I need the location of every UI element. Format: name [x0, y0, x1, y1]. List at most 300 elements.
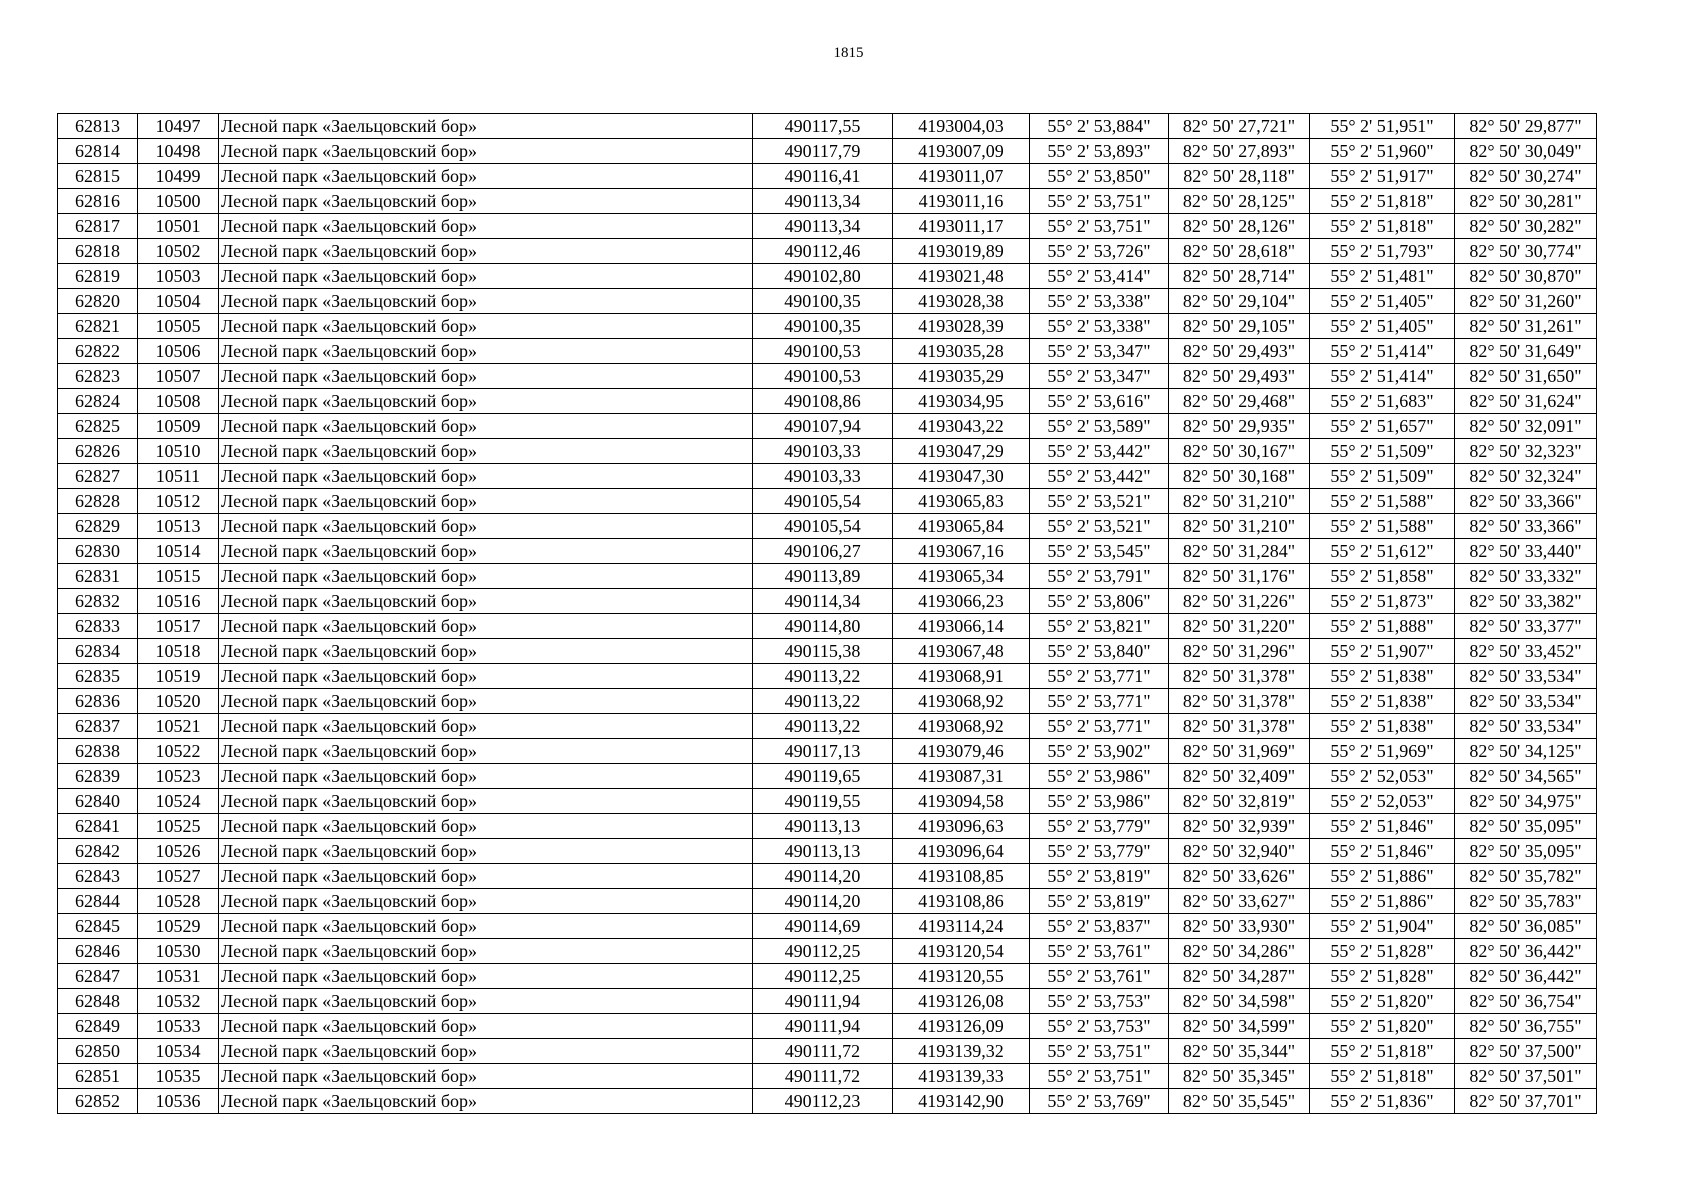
point-number-cell: 10533	[138, 1014, 219, 1039]
point-number-cell: 10500	[138, 189, 219, 214]
y-coordinate-cell: 4193139,33	[893, 1064, 1030, 1089]
object-name-cell: Лесной парк «Заельцовский бор»	[219, 164, 753, 189]
latitude-2-cell: 55° 2' 51,904"	[1310, 914, 1455, 939]
latitude-2-cell: 55° 2' 51,888"	[1310, 614, 1455, 639]
table-row	[58, 339, 1597, 364]
longitude-1-cell: 82° 50' 34,287"	[1169, 964, 1310, 989]
point-number-cell: 10513	[138, 514, 219, 539]
x-coordinate-cell: 490112,25	[753, 964, 893, 989]
latitude-1-cell: 55° 2' 53,726"	[1030, 239, 1169, 264]
latitude-2-cell: 55° 2' 52,053"	[1310, 764, 1455, 789]
object-name-cell: Лесной парк «Заельцовский бор»	[219, 889, 753, 914]
y-coordinate-cell: 4193028,38	[893, 289, 1030, 314]
latitude-2-cell: 55° 2' 51,588"	[1310, 489, 1455, 514]
longitude-1-cell: 82° 50' 32,409"	[1169, 764, 1310, 789]
longitude-1-cell: 82° 50' 34,599"	[1169, 1014, 1310, 1039]
point-number-cell: 10520	[138, 689, 219, 714]
y-coordinate-cell: 4193139,32	[893, 1039, 1030, 1064]
longitude-2-cell: 82° 50' 30,049"	[1455, 139, 1597, 164]
y-coordinate-cell: 4193043,22	[893, 414, 1030, 439]
object-name-cell: Лесной парк «Заельцовский бор»	[219, 239, 753, 264]
longitude-1-cell: 82° 50' 28,618"	[1169, 239, 1310, 264]
point-number-cell: 10498	[138, 139, 219, 164]
point-number-cell: 10501	[138, 214, 219, 239]
point-number-cell: 10514	[138, 539, 219, 564]
object-name-cell: Лесной парк «Заельцовский бор»	[219, 314, 753, 339]
latitude-1-cell: 55° 2' 53,791"	[1030, 564, 1169, 589]
y-coordinate-cell: 4193087,31	[893, 764, 1030, 789]
x-coordinate-cell: 490107,94	[753, 414, 893, 439]
table-row	[58, 839, 1597, 864]
longitude-2-cell: 82° 50' 36,442"	[1455, 939, 1597, 964]
object-name-cell: Лесной парк «Заельцовский бор»	[219, 789, 753, 814]
table-row	[58, 164, 1597, 189]
latitude-1-cell: 55° 2' 53,840"	[1030, 639, 1169, 664]
point-number-cell: 10511	[138, 464, 219, 489]
x-coordinate-cell: 490111,72	[753, 1039, 893, 1064]
longitude-1-cell: 82° 50' 31,378"	[1169, 689, 1310, 714]
table-row	[58, 639, 1597, 664]
y-coordinate-cell: 4193068,92	[893, 689, 1030, 714]
x-coordinate-cell: 490119,65	[753, 764, 893, 789]
longitude-1-cell: 82° 50' 31,226"	[1169, 589, 1310, 614]
longitude-2-cell: 82° 50' 31,649"	[1455, 339, 1597, 364]
y-coordinate-cell: 4193094,58	[893, 789, 1030, 814]
y-coordinate-cell: 4193011,16	[893, 189, 1030, 214]
latitude-1-cell: 55° 2' 53,589"	[1030, 414, 1169, 439]
object-name-cell: Лесной парк «Заельцовский бор»	[219, 289, 753, 314]
longitude-2-cell: 82° 50' 33,452"	[1455, 639, 1597, 664]
object-name-cell: Лесной парк «Заельцовский бор»	[219, 1089, 753, 1114]
table-row	[58, 589, 1597, 614]
y-coordinate-cell: 4193068,92	[893, 714, 1030, 739]
point-number-cell: 10506	[138, 339, 219, 364]
table-row	[58, 289, 1597, 314]
latitude-1-cell: 55° 2' 53,751"	[1030, 214, 1169, 239]
point-number-cell: 10525	[138, 814, 219, 839]
longitude-1-cell: 82° 50' 31,176"	[1169, 564, 1310, 589]
latitude-2-cell: 55° 2' 51,886"	[1310, 889, 1455, 914]
table-row	[58, 614, 1597, 639]
longitude-1-cell: 82° 50' 31,378"	[1169, 664, 1310, 689]
x-coordinate-cell: 490105,54	[753, 489, 893, 514]
latitude-2-cell: 55° 2' 51,873"	[1310, 589, 1455, 614]
point-number-cell: 10512	[138, 489, 219, 514]
row-number-cell: 62816	[58, 189, 138, 214]
table-row	[58, 814, 1597, 839]
row-number-cell: 62823	[58, 364, 138, 389]
longitude-2-cell: 82° 50' 33,377"	[1455, 614, 1597, 639]
x-coordinate-cell: 490100,35	[753, 314, 893, 339]
object-name-cell: Лесной парк «Заельцовский бор»	[219, 364, 753, 389]
longitude-2-cell: 82° 50' 35,782"	[1455, 864, 1597, 889]
longitude-1-cell: 82° 50' 32,939"	[1169, 814, 1310, 839]
table-row	[58, 864, 1597, 889]
row-number-cell: 62832	[58, 589, 138, 614]
y-coordinate-cell: 4193126,08	[893, 989, 1030, 1014]
table-row	[58, 714, 1597, 739]
object-name-cell: Лесной парк «Заельцовский бор»	[219, 614, 753, 639]
table-row	[58, 1014, 1597, 1039]
object-name-cell: Лесной парк «Заельцовский бор»	[219, 689, 753, 714]
row-number-cell: 62815	[58, 164, 138, 189]
row-number-cell: 62848	[58, 989, 138, 1014]
longitude-1-cell: 82° 50' 33,930"	[1169, 914, 1310, 939]
point-number-cell: 10499	[138, 164, 219, 189]
row-number-cell: 62825	[58, 414, 138, 439]
row-number-cell: 62852	[58, 1089, 138, 1114]
object-name-cell: Лесной парк «Заельцовский бор»	[219, 1039, 753, 1064]
longitude-2-cell: 82° 50' 32,091"	[1455, 414, 1597, 439]
latitude-2-cell: 55° 2' 51,838"	[1310, 714, 1455, 739]
x-coordinate-cell: 490117,55	[753, 114, 893, 139]
longitude-2-cell: 82° 50' 30,274"	[1455, 164, 1597, 189]
x-coordinate-cell: 490116,41	[753, 164, 893, 189]
object-name-cell: Лесной парк «Заельцовский бор»	[219, 1014, 753, 1039]
x-coordinate-cell: 490113,13	[753, 814, 893, 839]
longitude-1-cell: 82° 50' 29,935"	[1169, 414, 1310, 439]
latitude-1-cell: 55° 2' 53,616"	[1030, 389, 1169, 414]
longitude-1-cell: 82° 50' 28,714"	[1169, 264, 1310, 289]
x-coordinate-cell: 490100,53	[753, 339, 893, 364]
x-coordinate-cell: 490105,54	[753, 514, 893, 539]
row-number-cell: 62840	[58, 789, 138, 814]
latitude-2-cell: 55° 2' 51,960"	[1310, 139, 1455, 164]
latitude-2-cell: 55° 2' 51,612"	[1310, 539, 1455, 564]
latitude-2-cell: 55° 2' 51,509"	[1310, 464, 1455, 489]
x-coordinate-cell: 490103,33	[753, 464, 893, 489]
object-name-cell: Лесной парк «Заельцовский бор»	[219, 764, 753, 789]
row-number-cell: 62841	[58, 814, 138, 839]
object-name-cell: Лесной парк «Заельцовский бор»	[219, 114, 753, 139]
longitude-2-cell: 82° 50' 33,332"	[1455, 564, 1597, 589]
longitude-2-cell: 82° 50' 33,534"	[1455, 689, 1597, 714]
latitude-2-cell: 55° 2' 51,828"	[1310, 964, 1455, 989]
y-coordinate-cell: 4193028,39	[893, 314, 1030, 339]
table-row	[58, 1089, 1597, 1114]
x-coordinate-cell: 490100,53	[753, 364, 893, 389]
y-coordinate-cell: 4193035,28	[893, 339, 1030, 364]
row-number-cell: 62830	[58, 539, 138, 564]
latitude-1-cell: 55° 2' 53,902"	[1030, 739, 1169, 764]
row-number-cell: 62829	[58, 514, 138, 539]
longitude-1-cell: 82° 50' 29,468"	[1169, 389, 1310, 414]
latitude-1-cell: 55° 2' 53,347"	[1030, 339, 1169, 364]
y-coordinate-cell: 4193108,85	[893, 864, 1030, 889]
longitude-2-cell: 82° 50' 34,565"	[1455, 764, 1597, 789]
table-row	[58, 939, 1597, 964]
longitude-1-cell: 82° 50' 31,378"	[1169, 714, 1310, 739]
latitude-1-cell: 55° 2' 53,338"	[1030, 289, 1169, 314]
latitude-1-cell: 55° 2' 53,779"	[1030, 814, 1169, 839]
longitude-2-cell: 82° 50' 31,260"	[1455, 289, 1597, 314]
x-coordinate-cell: 490119,55	[753, 789, 893, 814]
object-name-cell: Лесной парк «Заельцовский бор»	[219, 839, 753, 864]
object-name-cell: Лесной парк «Заельцовский бор»	[219, 814, 753, 839]
latitude-2-cell: 55° 2' 51,818"	[1310, 1039, 1455, 1064]
longitude-1-cell: 82° 50' 30,167"	[1169, 439, 1310, 464]
latitude-2-cell: 55° 2' 51,818"	[1310, 1064, 1455, 1089]
point-number-cell: 10528	[138, 889, 219, 914]
latitude-1-cell: 55° 2' 53,753"	[1030, 1014, 1169, 1039]
longitude-1-cell: 82° 50' 31,210"	[1169, 489, 1310, 514]
latitude-2-cell: 55° 2' 51,907"	[1310, 639, 1455, 664]
point-number-cell: 10527	[138, 864, 219, 889]
row-number-cell: 62844	[58, 889, 138, 914]
object-name-cell: Лесной парк «Заельцовский бор»	[219, 539, 753, 564]
latitude-2-cell: 55° 2' 51,836"	[1310, 1089, 1455, 1114]
row-number-cell: 62817	[58, 214, 138, 239]
object-name-cell: Лесной парк «Заельцовский бор»	[219, 989, 753, 1014]
row-number-cell: 62851	[58, 1064, 138, 1089]
table-row	[58, 139, 1597, 164]
latitude-2-cell: 55° 2' 51,481"	[1310, 264, 1455, 289]
latitude-1-cell: 55° 2' 53,806"	[1030, 589, 1169, 614]
longitude-1-cell: 82° 50' 31,296"	[1169, 639, 1310, 664]
latitude-2-cell: 55° 2' 51,917"	[1310, 164, 1455, 189]
latitude-1-cell: 55° 2' 53,545"	[1030, 539, 1169, 564]
longitude-2-cell: 82° 50' 30,774"	[1455, 239, 1597, 264]
x-coordinate-cell: 490113,22	[753, 714, 893, 739]
point-number-cell: 10529	[138, 914, 219, 939]
longitude-1-cell: 82° 50' 35,545"	[1169, 1089, 1310, 1114]
longitude-1-cell: 82° 50' 29,105"	[1169, 314, 1310, 339]
longitude-2-cell: 82° 50' 33,366"	[1455, 489, 1597, 514]
row-number-cell: 62819	[58, 264, 138, 289]
longitude-2-cell: 82° 50' 34,125"	[1455, 739, 1597, 764]
longitude-2-cell: 82° 50' 35,095"	[1455, 839, 1597, 864]
latitude-2-cell: 55° 2' 51,509"	[1310, 439, 1455, 464]
object-name-cell: Лесной парк «Заельцовский бор»	[219, 489, 753, 514]
x-coordinate-cell: 490112,23	[753, 1089, 893, 1114]
y-coordinate-cell: 4193047,29	[893, 439, 1030, 464]
row-number-cell: 62833	[58, 614, 138, 639]
row-number-cell: 62842	[58, 839, 138, 864]
table-row	[58, 414, 1597, 439]
latitude-2-cell: 55° 2' 51,683"	[1310, 389, 1455, 414]
latitude-2-cell: 55° 2' 51,818"	[1310, 214, 1455, 239]
longitude-1-cell: 82° 50' 29,493"	[1169, 339, 1310, 364]
table-row	[58, 189, 1597, 214]
longitude-2-cell: 82° 50' 30,281"	[1455, 189, 1597, 214]
latitude-1-cell: 55° 2' 53,779"	[1030, 839, 1169, 864]
point-number-cell: 10519	[138, 664, 219, 689]
latitude-1-cell: 55° 2' 53,521"	[1030, 514, 1169, 539]
object-name-cell: Лесной парк «Заельцовский бор»	[219, 589, 753, 614]
latitude-2-cell: 55° 2' 51,820"	[1310, 1014, 1455, 1039]
object-name-cell: Лесной парк «Заельцовский бор»	[219, 639, 753, 664]
point-number-cell: 10531	[138, 964, 219, 989]
point-number-cell: 10515	[138, 564, 219, 589]
point-number-cell: 10516	[138, 589, 219, 614]
longitude-1-cell: 82° 50' 34,286"	[1169, 939, 1310, 964]
table-row	[58, 464, 1597, 489]
y-coordinate-cell: 4193034,95	[893, 389, 1030, 414]
y-coordinate-cell: 4193079,46	[893, 739, 1030, 764]
x-coordinate-cell: 490100,35	[753, 289, 893, 314]
table-row	[58, 539, 1597, 564]
latitude-1-cell: 55° 2' 53,884"	[1030, 114, 1169, 139]
table-row	[58, 964, 1597, 989]
point-number-cell: 10535	[138, 1064, 219, 1089]
longitude-2-cell: 82° 50' 32,324"	[1455, 464, 1597, 489]
latitude-1-cell: 55° 2' 53,442"	[1030, 439, 1169, 464]
x-coordinate-cell: 490111,94	[753, 989, 893, 1014]
longitude-2-cell: 82° 50' 31,624"	[1455, 389, 1597, 414]
longitude-1-cell: 82° 50' 31,220"	[1169, 614, 1310, 639]
object-name-cell: Лесной парк «Заельцовский бор»	[219, 439, 753, 464]
longitude-1-cell: 82° 50' 29,104"	[1169, 289, 1310, 314]
row-number-cell: 62821	[58, 314, 138, 339]
latitude-2-cell: 55° 2' 52,053"	[1310, 789, 1455, 814]
longitude-2-cell: 82° 50' 37,701"	[1455, 1089, 1597, 1114]
y-coordinate-cell: 4193011,17	[893, 214, 1030, 239]
row-number-cell: 62843	[58, 864, 138, 889]
longitude-1-cell: 82° 50' 31,969"	[1169, 739, 1310, 764]
object-name-cell: Лесной парк «Заельцовский бор»	[219, 139, 753, 164]
longitude-2-cell: 82° 50' 36,442"	[1455, 964, 1597, 989]
x-coordinate-cell: 490113,89	[753, 564, 893, 589]
y-coordinate-cell: 4193019,89	[893, 239, 1030, 264]
latitude-1-cell: 55° 2' 53,442"	[1030, 464, 1169, 489]
latitude-2-cell: 55° 2' 51,414"	[1310, 339, 1455, 364]
point-number-cell: 10502	[138, 239, 219, 264]
x-coordinate-cell: 490117,79	[753, 139, 893, 164]
row-number-cell: 62831	[58, 564, 138, 589]
latitude-1-cell: 55° 2' 53,347"	[1030, 364, 1169, 389]
latitude-2-cell: 55° 2' 51,657"	[1310, 414, 1455, 439]
latitude-2-cell: 55° 2' 51,414"	[1310, 364, 1455, 389]
longitude-1-cell: 82° 50' 27,893"	[1169, 139, 1310, 164]
x-coordinate-cell: 490114,20	[753, 864, 893, 889]
longitude-1-cell: 82° 50' 33,627"	[1169, 889, 1310, 914]
table-row	[58, 889, 1597, 914]
x-coordinate-cell: 490112,25	[753, 939, 893, 964]
y-coordinate-cell: 4193120,54	[893, 939, 1030, 964]
latitude-1-cell: 55° 2' 53,751"	[1030, 1039, 1169, 1064]
latitude-1-cell: 55° 2' 53,986"	[1030, 764, 1169, 789]
object-name-cell: Лесной парк «Заельцовский бор»	[219, 564, 753, 589]
row-number-cell: 62824	[58, 389, 138, 414]
longitude-2-cell: 82° 50' 36,085"	[1455, 914, 1597, 939]
y-coordinate-cell: 4193067,48	[893, 639, 1030, 664]
longitude-1-cell: 82° 50' 32,940"	[1169, 839, 1310, 864]
y-coordinate-cell: 4193066,23	[893, 589, 1030, 614]
latitude-2-cell: 55° 2' 51,846"	[1310, 814, 1455, 839]
longitude-1-cell: 82° 50' 27,721"	[1169, 114, 1310, 139]
longitude-2-cell: 82° 50' 33,366"	[1455, 514, 1597, 539]
row-number-cell: 62849	[58, 1014, 138, 1039]
table-row	[58, 214, 1597, 239]
longitude-1-cell: 82° 50' 35,344"	[1169, 1039, 1310, 1064]
x-coordinate-cell: 490114,20	[753, 889, 893, 914]
latitude-1-cell: 55° 2' 53,837"	[1030, 914, 1169, 939]
point-number-cell: 10522	[138, 739, 219, 764]
object-name-cell: Лесной парк «Заельцовский бор»	[219, 964, 753, 989]
latitude-1-cell: 55° 2' 53,819"	[1030, 889, 1169, 914]
y-coordinate-cell: 4193065,84	[893, 514, 1030, 539]
object-name-cell: Лесной парк «Заельцовский бор»	[219, 464, 753, 489]
point-number-cell: 10507	[138, 364, 219, 389]
longitude-1-cell: 82° 50' 34,598"	[1169, 989, 1310, 1014]
point-number-cell: 10508	[138, 389, 219, 414]
latitude-2-cell: 55° 2' 51,405"	[1310, 289, 1455, 314]
page-number: 1815	[833, 45, 864, 61]
object-name-cell: Лесной парк «Заельцовский бор»	[219, 389, 753, 414]
longitude-2-cell: 82° 50' 31,261"	[1455, 314, 1597, 339]
y-coordinate-cell: 4193065,34	[893, 564, 1030, 589]
point-number-cell: 10524	[138, 789, 219, 814]
object-name-cell: Лесной парк «Заельцовский бор»	[219, 739, 753, 764]
y-coordinate-cell: 4193067,16	[893, 539, 1030, 564]
row-number-cell: 62846	[58, 939, 138, 964]
row-number-cell: 62827	[58, 464, 138, 489]
latitude-1-cell: 55° 2' 53,521"	[1030, 489, 1169, 514]
object-name-cell: Лесной парк «Заельцовский бор»	[219, 514, 753, 539]
latitude-1-cell: 55° 2' 53,751"	[1030, 1064, 1169, 1089]
longitude-2-cell: 82° 50' 34,975"	[1455, 789, 1597, 814]
longitude-2-cell: 82° 50' 31,650"	[1455, 364, 1597, 389]
row-number-cell: 62820	[58, 289, 138, 314]
table-row	[58, 314, 1597, 339]
table-row	[58, 914, 1597, 939]
x-coordinate-cell: 490108,86	[753, 389, 893, 414]
row-number-cell: 62818	[58, 239, 138, 264]
longitude-2-cell: 82° 50' 36,755"	[1455, 1014, 1597, 1039]
table-row	[58, 739, 1597, 764]
y-coordinate-cell: 4193011,07	[893, 164, 1030, 189]
longitude-1-cell: 82° 50' 35,345"	[1169, 1064, 1310, 1089]
longitude-1-cell: 82° 50' 31,210"	[1169, 514, 1310, 539]
point-number-cell: 10517	[138, 614, 219, 639]
latitude-2-cell: 55° 2' 51,828"	[1310, 939, 1455, 964]
latitude-1-cell: 55° 2' 53,819"	[1030, 864, 1169, 889]
longitude-1-cell: 82° 50' 28,126"	[1169, 214, 1310, 239]
row-number-cell: 62837	[58, 714, 138, 739]
latitude-1-cell: 55° 2' 53,414"	[1030, 264, 1169, 289]
object-name-cell: Лесной парк «Заельцовский бор»	[219, 214, 753, 239]
table-row	[58, 789, 1597, 814]
latitude-1-cell: 55° 2' 53,761"	[1030, 939, 1169, 964]
x-coordinate-cell: 490102,80	[753, 264, 893, 289]
latitude-2-cell: 55° 2' 51,846"	[1310, 839, 1455, 864]
object-name-cell: Лесной парк «Заельцовский бор»	[219, 714, 753, 739]
point-number-cell: 10536	[138, 1089, 219, 1114]
row-number-cell: 62845	[58, 914, 138, 939]
latitude-2-cell: 55° 2' 51,818"	[1310, 189, 1455, 214]
longitude-2-cell: 82° 50' 33,534"	[1455, 664, 1597, 689]
table-body	[58, 114, 1597, 1114]
y-coordinate-cell: 4193065,83	[893, 489, 1030, 514]
table-row	[58, 489, 1597, 514]
object-name-cell: Лесной парк «Заельцовский бор»	[219, 914, 753, 939]
y-coordinate-cell: 4193096,63	[893, 814, 1030, 839]
latitude-1-cell: 55° 2' 53,751"	[1030, 189, 1169, 214]
object-name-cell: Лесной парк «Заельцовский бор»	[219, 1064, 753, 1089]
coordinates-table	[57, 113, 1597, 1114]
object-name-cell: Лесной парк «Заельцовский бор»	[219, 189, 753, 214]
y-coordinate-cell: 4193066,14	[893, 614, 1030, 639]
longitude-1-cell: 82° 50' 31,284"	[1169, 539, 1310, 564]
longitude-2-cell: 82° 50' 30,282"	[1455, 214, 1597, 239]
point-number-cell: 10530	[138, 939, 219, 964]
y-coordinate-cell: 4193047,30	[893, 464, 1030, 489]
object-name-cell: Лесной парк «Заельцовский бор»	[219, 339, 753, 364]
x-coordinate-cell: 490113,13	[753, 839, 893, 864]
y-coordinate-cell: 4193126,09	[893, 1014, 1030, 1039]
latitude-2-cell: 55° 2' 51,969"	[1310, 739, 1455, 764]
table-row	[58, 114, 1597, 139]
